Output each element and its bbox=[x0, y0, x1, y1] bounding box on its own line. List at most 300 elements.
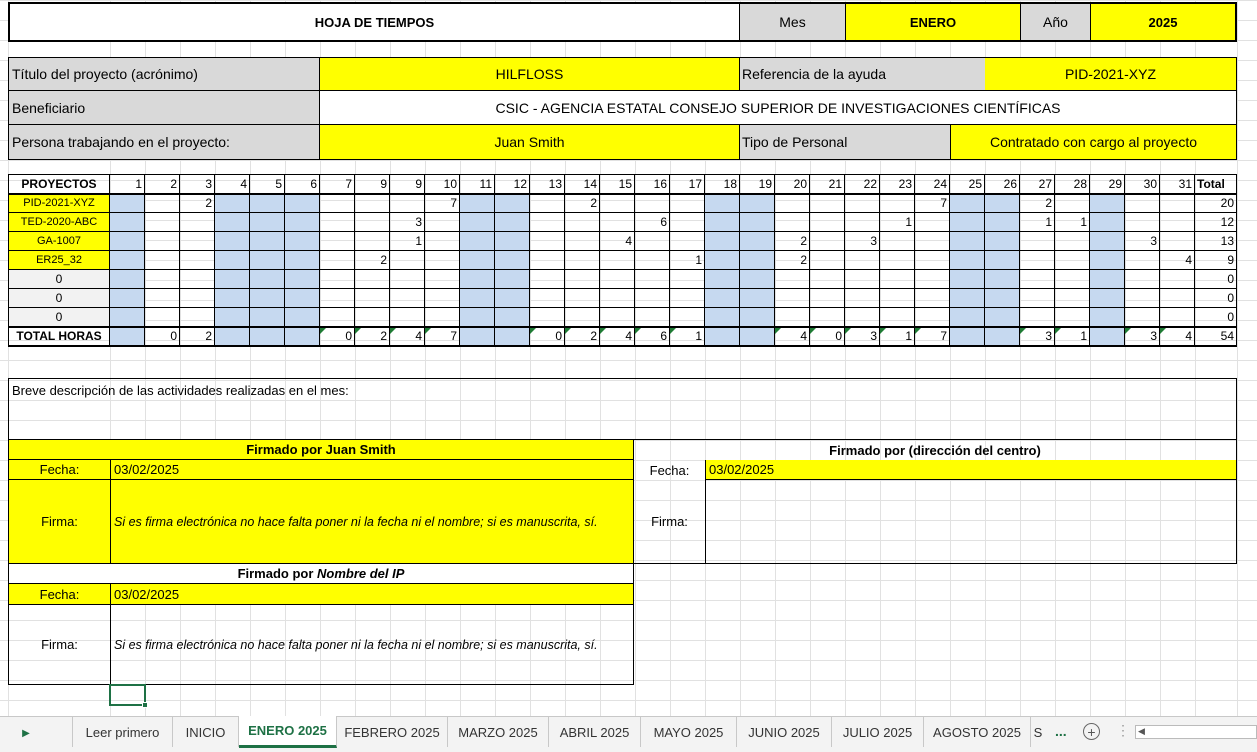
staff-type-label: Tipo de Personal bbox=[739, 125, 950, 159]
hours-cell[interactable]: 2 bbox=[775, 232, 810, 251]
hours-cell[interactable] bbox=[425, 232, 460, 251]
sheet-tab[interactable]: MAYO 2025 bbox=[641, 717, 737, 747]
sheet-tab[interactable]: ABRIL 2025 bbox=[549, 717, 641, 747]
day-header: 26 bbox=[985, 175, 1020, 194]
hours-cell[interactable] bbox=[740, 213, 775, 232]
sheet-tab[interactable]: AGOSTO 2025 bbox=[924, 717, 1031, 747]
hours-cell[interactable] bbox=[915, 289, 950, 308]
hours-cell[interactable] bbox=[495, 289, 530, 308]
hours-cell[interactable] bbox=[460, 213, 495, 232]
hours-cell[interactable]: 4 bbox=[1160, 251, 1195, 270]
hours-cell[interactable] bbox=[1020, 289, 1055, 308]
hours-cell[interactable] bbox=[285, 232, 320, 251]
hours-cell[interactable] bbox=[810, 289, 845, 308]
hours-cell[interactable] bbox=[950, 289, 985, 308]
hours-cell[interactable] bbox=[355, 232, 390, 251]
hours-cell[interactable] bbox=[145, 194, 180, 213]
day-header: 21 bbox=[810, 175, 845, 194]
hours-cell[interactable] bbox=[635, 232, 670, 251]
sheet-tab[interactable]: Leer primero bbox=[72, 717, 173, 747]
hours-cell[interactable] bbox=[985, 289, 1020, 308]
row-total-cell: 12 bbox=[1195, 213, 1237, 232]
row-total-cell: 13 bbox=[1195, 232, 1237, 251]
hours-cell[interactable] bbox=[810, 270, 845, 289]
hours-cell[interactable] bbox=[740, 289, 775, 308]
hours-cell[interactable] bbox=[705, 251, 740, 270]
hours-cell[interactable] bbox=[775, 308, 810, 327]
row-total-cell: 0 bbox=[1195, 289, 1237, 308]
hours-cell[interactable]: 6 bbox=[635, 213, 670, 232]
hours-cell[interactable]: 1 bbox=[670, 251, 705, 270]
hours-cell[interactable] bbox=[600, 308, 635, 327]
row-total-cell: 0 bbox=[1195, 308, 1237, 327]
project-row bbox=[9, 251, 1237, 270]
hours-cell[interactable] bbox=[880, 194, 915, 213]
add-sheet-icon[interactable]: + bbox=[1083, 723, 1100, 740]
day-total-cell: 0 bbox=[320, 327, 355, 346]
tab-scroll-right-icon[interactable]: ▶ bbox=[22, 727, 30, 739]
hours-cell[interactable] bbox=[285, 213, 320, 232]
hours-cell[interactable] bbox=[355, 194, 390, 213]
hours-cell[interactable] bbox=[565, 270, 600, 289]
hours-cell[interactable] bbox=[215, 289, 250, 308]
day-total-cell bbox=[740, 327, 775, 346]
ip-sign-label: Firma: bbox=[8, 605, 110, 685]
hours-cell[interactable] bbox=[215, 308, 250, 327]
person-value[interactable]: Juan Smith bbox=[320, 125, 739, 159]
hours-cell[interactable] bbox=[1055, 270, 1090, 289]
sheet-title: HOJA DE TIEMPOS bbox=[314, 14, 435, 30]
sheet-tab[interactable]: ENERO 2025 bbox=[239, 716, 337, 748]
day-header: 2 bbox=[145, 175, 180, 194]
hours-cell[interactable] bbox=[390, 251, 425, 270]
hours-cell[interactable] bbox=[635, 194, 670, 213]
hours-cell[interactable] bbox=[950, 308, 985, 327]
hours-cell[interactable] bbox=[355, 308, 390, 327]
hours-cell[interactable] bbox=[250, 232, 285, 251]
day-total-cell: 2 bbox=[355, 327, 390, 346]
hours-cell[interactable] bbox=[355, 270, 390, 289]
hours-cell[interactable] bbox=[810, 308, 845, 327]
hours-cell[interactable] bbox=[565, 289, 600, 308]
month-value[interactable]: ENERO bbox=[845, 4, 1020, 40]
hours-cell[interactable] bbox=[215, 232, 250, 251]
hours-cell[interactable] bbox=[1125, 194, 1160, 213]
hours-cell[interactable] bbox=[1090, 270, 1125, 289]
hours-cell[interactable] bbox=[845, 270, 880, 289]
day-total-cell: 1 bbox=[1055, 327, 1090, 346]
hours-cell[interactable] bbox=[145, 270, 180, 289]
hours-cell[interactable] bbox=[530, 213, 565, 232]
hours-cell[interactable] bbox=[600, 194, 635, 213]
hours-cell[interactable] bbox=[565, 232, 600, 251]
employee-sign-label: Firma: bbox=[8, 480, 110, 564]
hours-cell[interactable] bbox=[460, 308, 495, 327]
hours-cell[interactable] bbox=[1125, 289, 1160, 308]
day-header: 24 bbox=[915, 175, 950, 194]
hours-cell[interactable] bbox=[320, 289, 355, 308]
hours-cell[interactable]: 7 bbox=[915, 194, 950, 213]
day-header: 23 bbox=[880, 175, 915, 194]
year-value[interactable]: 2025 bbox=[1090, 4, 1235, 40]
hours-cell[interactable] bbox=[880, 289, 915, 308]
hours-cell[interactable] bbox=[250, 251, 285, 270]
more-tabs-button[interactable]: ... bbox=[1055, 723, 1067, 739]
hours-cell[interactable]: 1 bbox=[1055, 213, 1090, 232]
day-total-cell: 6 bbox=[635, 327, 670, 346]
project-title-value[interactable]: HILFLOSS bbox=[320, 58, 739, 91]
hours-cell[interactable] bbox=[495, 308, 530, 327]
hours-cell[interactable] bbox=[320, 308, 355, 327]
hours-cell[interactable] bbox=[600, 289, 635, 308]
hours-cell[interactable] bbox=[530, 308, 565, 327]
hours-cell[interactable] bbox=[600, 251, 635, 270]
hours-cell[interactable] bbox=[530, 251, 565, 270]
hours-cell[interactable] bbox=[670, 213, 705, 232]
hours-cell[interactable] bbox=[600, 270, 635, 289]
hours-cell[interactable]: 4 bbox=[600, 232, 635, 251]
day-header: 11 bbox=[460, 175, 495, 194]
director-date-value[interactable]: 03/02/2025 bbox=[705, 460, 1237, 480]
hours-cell[interactable] bbox=[1090, 251, 1125, 270]
hours-cell[interactable] bbox=[740, 232, 775, 251]
hours-cell[interactable] bbox=[285, 194, 320, 213]
hours-cell[interactable] bbox=[985, 232, 1020, 251]
hours-cell[interactable] bbox=[810, 213, 845, 232]
hours-cell[interactable] bbox=[1055, 251, 1090, 270]
splitter-dots-icon[interactable]: ⋮ bbox=[1116, 722, 1130, 738]
ip-date-label: Fecha: bbox=[8, 584, 110, 605]
hours-cell[interactable] bbox=[635, 251, 670, 270]
hours-cell[interactable] bbox=[810, 194, 845, 213]
hours-cell[interactable] bbox=[1125, 251, 1160, 270]
hours-cell[interactable] bbox=[1055, 308, 1090, 327]
person-label: Persona trabajando en el proyecto: bbox=[9, 125, 320, 159]
hours-cell[interactable] bbox=[705, 213, 740, 232]
hours-cell[interactable] bbox=[705, 289, 740, 308]
hours-cell[interactable] bbox=[180, 308, 215, 327]
hours-cell[interactable] bbox=[145, 289, 180, 308]
hours-cell[interactable] bbox=[1160, 232, 1195, 251]
hours-cell[interactable] bbox=[880, 251, 915, 270]
hours-cell[interactable] bbox=[705, 308, 740, 327]
hours-cell[interactable] bbox=[495, 194, 530, 213]
hours-cell[interactable]: 2 bbox=[355, 251, 390, 270]
project-name-cell[interactable]: 0 bbox=[9, 308, 110, 327]
hours-cell[interactable] bbox=[425, 308, 460, 327]
day-header: 30 bbox=[1125, 175, 1160, 194]
hours-cell[interactable] bbox=[915, 251, 950, 270]
hours-cell[interactable] bbox=[110, 194, 145, 213]
hours-cell[interactable] bbox=[530, 289, 565, 308]
hours-cell[interactable]: 1 bbox=[1020, 213, 1055, 232]
hours-cell[interactable] bbox=[460, 194, 495, 213]
hours-cell[interactable] bbox=[705, 232, 740, 251]
hours-cell[interactable] bbox=[110, 251, 145, 270]
hours-cell[interactable] bbox=[1160, 270, 1195, 289]
employee-date-value[interactable]: 03/02/2025 bbox=[110, 460, 634, 480]
project-name-cell[interactable]: PID-2021-XYZ bbox=[9, 194, 110, 213]
hours-cell[interactable] bbox=[460, 289, 495, 308]
hours-cell[interactable] bbox=[180, 251, 215, 270]
selection-handle[interactable] bbox=[142, 702, 148, 708]
hours-cell[interactable] bbox=[1020, 232, 1055, 251]
hours-cell[interactable] bbox=[285, 251, 320, 270]
hours-cell[interactable] bbox=[145, 213, 180, 232]
director-sign-box[interactable] bbox=[705, 480, 1237, 564]
hours-cell[interactable] bbox=[670, 270, 705, 289]
hours-cell[interactable] bbox=[775, 213, 810, 232]
day-header: 3 bbox=[180, 175, 215, 194]
hours-cell[interactable] bbox=[985, 308, 1020, 327]
hours-cell[interactable] bbox=[845, 213, 880, 232]
ip-sign-title-prefix: Firmado por bbox=[237, 566, 318, 581]
year-label: Año bbox=[1020, 4, 1090, 40]
hours-cell[interactable] bbox=[1090, 308, 1125, 327]
project-name-cell[interactable]: ER25_32 bbox=[9, 251, 110, 270]
hours-cell[interactable] bbox=[740, 251, 775, 270]
hours-cell[interactable] bbox=[285, 308, 320, 327]
hours-cell[interactable] bbox=[985, 270, 1020, 289]
selected-cell[interactable] bbox=[109, 684, 146, 706]
hours-cell[interactable] bbox=[215, 194, 250, 213]
project-name-cell[interactable]: 0 bbox=[9, 289, 110, 308]
hours-cell[interactable] bbox=[670, 232, 705, 251]
hours-cell[interactable] bbox=[810, 251, 845, 270]
hours-cell[interactable] bbox=[1055, 289, 1090, 308]
hours-cell[interactable] bbox=[950, 194, 985, 213]
sheet-tab[interactable]: JULIO 2025 bbox=[832, 717, 924, 747]
hours-cell[interactable] bbox=[1090, 232, 1125, 251]
hours-cell[interactable] bbox=[1020, 308, 1055, 327]
hours-cell[interactable] bbox=[495, 232, 530, 251]
row-total-cell: 0 bbox=[1195, 270, 1237, 289]
project-name-cell[interactable]: 0 bbox=[9, 270, 110, 289]
hours-cell[interactable] bbox=[775, 270, 810, 289]
hours-cell[interactable]: 3 bbox=[845, 232, 880, 251]
hours-cell[interactable] bbox=[110, 308, 145, 327]
hours-cell[interactable] bbox=[1125, 270, 1160, 289]
hours-cell[interactable] bbox=[180, 270, 215, 289]
hours-cell[interactable] bbox=[915, 213, 950, 232]
hours-cell[interactable] bbox=[810, 232, 845, 251]
hours-cell[interactable] bbox=[250, 289, 285, 308]
hours-cell[interactable] bbox=[355, 289, 390, 308]
hours-cell[interactable] bbox=[460, 251, 495, 270]
hours-cell[interactable]: 1 bbox=[390, 232, 425, 251]
hours-cell[interactable] bbox=[530, 194, 565, 213]
day-header: 9 bbox=[355, 175, 390, 194]
day-total-cell bbox=[215, 327, 250, 346]
hours-cell[interactable] bbox=[775, 194, 810, 213]
hours-cell[interactable] bbox=[320, 270, 355, 289]
day-header: 9 bbox=[390, 175, 425, 194]
hours-cell[interactable] bbox=[565, 213, 600, 232]
hours-cell[interactable] bbox=[1160, 194, 1195, 213]
hours-cell[interactable] bbox=[495, 270, 530, 289]
project-name-cell[interactable]: GA-1007 bbox=[9, 232, 110, 251]
hours-cell[interactable] bbox=[285, 289, 320, 308]
hours-cell[interactable] bbox=[670, 194, 705, 213]
hours-cell[interactable] bbox=[320, 213, 355, 232]
hours-cell[interactable] bbox=[390, 289, 425, 308]
project-row bbox=[9, 289, 1237, 308]
hours-cell[interactable] bbox=[215, 213, 250, 232]
hours-cell[interactable] bbox=[110, 213, 145, 232]
hours-cell[interactable] bbox=[985, 213, 1020, 232]
hours-cell[interactable] bbox=[845, 308, 880, 327]
day-total-cell bbox=[285, 327, 320, 346]
hours-cell[interactable] bbox=[250, 194, 285, 213]
hours-cell[interactable] bbox=[145, 251, 180, 270]
hours-cell[interactable] bbox=[530, 232, 565, 251]
sheet-tab[interactable]: FEBRERO 2025 bbox=[337, 717, 448, 747]
hours-cell[interactable] bbox=[950, 213, 985, 232]
hours-cell[interactable] bbox=[600, 213, 635, 232]
hours-cell[interactable]: 2 bbox=[565, 194, 600, 213]
hours-cell[interactable] bbox=[1160, 308, 1195, 327]
day-header: 25 bbox=[950, 175, 985, 194]
hours-cell[interactable] bbox=[915, 270, 950, 289]
day-header: 14 bbox=[565, 175, 600, 194]
hours-cell[interactable] bbox=[740, 194, 775, 213]
day-total-cell: 1 bbox=[670, 327, 705, 346]
hours-cell[interactable]: 7 bbox=[425, 194, 460, 213]
hours-cell[interactable] bbox=[1055, 232, 1090, 251]
hours-cell[interactable] bbox=[250, 213, 285, 232]
ip-date-value[interactable]: 03/02/2025 bbox=[110, 584, 634, 605]
hours-cell[interactable] bbox=[215, 270, 250, 289]
hours-cell[interactable] bbox=[880, 308, 915, 327]
hours-cell[interactable] bbox=[1160, 289, 1195, 308]
hours-cell[interactable] bbox=[180, 213, 215, 232]
hours-cell[interactable] bbox=[180, 232, 215, 251]
hours-cell[interactable]: 3 bbox=[1125, 232, 1160, 251]
hours-cell[interactable] bbox=[320, 194, 355, 213]
hours-cell[interactable] bbox=[425, 251, 460, 270]
horizontal-scrollbar[interactable] bbox=[1135, 725, 1257, 739]
hours-cell[interactable] bbox=[425, 289, 460, 308]
hours-cell[interactable] bbox=[740, 270, 775, 289]
hours-cell[interactable] bbox=[320, 232, 355, 251]
hours-cell[interactable]: 2 bbox=[1020, 194, 1055, 213]
hours-cell[interactable] bbox=[950, 270, 985, 289]
day-header: 6 bbox=[285, 175, 320, 194]
hours-cell[interactable] bbox=[145, 308, 180, 327]
hours-cell[interactable] bbox=[915, 232, 950, 251]
hours-cell[interactable] bbox=[250, 270, 285, 289]
hours-cell[interactable] bbox=[1055, 194, 1090, 213]
hours-cell[interactable] bbox=[635, 289, 670, 308]
hours-cell[interactable] bbox=[845, 289, 880, 308]
hours-cell[interactable] bbox=[1090, 289, 1125, 308]
day-total-cell: 3 bbox=[845, 327, 880, 346]
hours-cell[interactable] bbox=[250, 308, 285, 327]
day-header: 5 bbox=[250, 175, 285, 194]
hours-cell[interactable] bbox=[425, 213, 460, 232]
hours-cell[interactable] bbox=[740, 308, 775, 327]
hours-cell[interactable] bbox=[145, 232, 180, 251]
hours-cell[interactable] bbox=[460, 270, 495, 289]
hours-cell[interactable] bbox=[1090, 213, 1125, 232]
hours-cell[interactable] bbox=[320, 251, 355, 270]
hours-cell[interactable] bbox=[495, 213, 530, 232]
beneficiary-value[interactable]: CSIC - AGENCIA ESTATAL CONSEJO SUPERIOR DE INVESTIGACIONES CIENTÍFICAS bbox=[320, 91, 1236, 125]
hours-cell[interactable] bbox=[635, 270, 670, 289]
hours-cell[interactable] bbox=[530, 270, 565, 289]
hours-cell[interactable] bbox=[950, 251, 985, 270]
hours-cell[interactable]: 3 bbox=[390, 213, 425, 232]
staff-type-value[interactable]: Contratado con cargo al proyecto bbox=[950, 125, 1236, 159]
hours-cell[interactable] bbox=[1125, 308, 1160, 327]
hours-cell[interactable] bbox=[390, 270, 425, 289]
description-label: Breve descripción de las actividades realizadas en el mes: bbox=[12, 382, 349, 398]
hours-cell[interactable] bbox=[460, 232, 495, 251]
hours-cell[interactable] bbox=[1125, 213, 1160, 232]
sheet-tab[interactable]: INICIO bbox=[173, 717, 239, 747]
day-total-cell bbox=[495, 327, 530, 346]
day-header: 12 bbox=[495, 175, 530, 194]
employee-sign-note[interactable]: Si es firma electrónica no hace falta poner ni la fecha ni el nombre; si es manuscrita, sí. bbox=[110, 480, 634, 564]
sheet-tab[interactable]: JUNIO 2025 bbox=[737, 717, 832, 747]
hours-cell[interactable] bbox=[1020, 251, 1055, 270]
hours-cell[interactable]: 2 bbox=[775, 251, 810, 270]
project-name-cell[interactable]: TED-2020-ABC bbox=[9, 213, 110, 232]
hours-cell[interactable] bbox=[880, 232, 915, 251]
hours-cell[interactable] bbox=[215, 251, 250, 270]
hours-cell[interactable] bbox=[565, 308, 600, 327]
hours-cell[interactable] bbox=[915, 308, 950, 327]
sheet-tab[interactable]: MARZO 2025 bbox=[448, 717, 549, 747]
hours-cell[interactable] bbox=[390, 308, 425, 327]
hours-cell[interactable] bbox=[670, 308, 705, 327]
hours-cell[interactable] bbox=[355, 213, 390, 232]
hours-cell[interactable] bbox=[110, 232, 145, 251]
hours-cell[interactable] bbox=[1160, 213, 1195, 232]
hours-cell[interactable] bbox=[635, 308, 670, 327]
grant-ref-value[interactable]: PID-2021-XYZ bbox=[985, 58, 1236, 91]
hours-cell[interactable] bbox=[1020, 270, 1055, 289]
sheet-tab-truncated[interactable]: S bbox=[1033, 724, 1043, 740]
hours-cell[interactable] bbox=[670, 289, 705, 308]
day-header: 16 bbox=[635, 175, 670, 194]
hours-cell[interactable] bbox=[705, 194, 740, 213]
hours-cell[interactable] bbox=[705, 270, 740, 289]
hours-cell[interactable] bbox=[950, 232, 985, 251]
hours-cell[interactable] bbox=[110, 289, 145, 308]
scroll-left-icon[interactable]: ◀ bbox=[1138, 726, 1145, 736]
hours-cell[interactable] bbox=[880, 270, 915, 289]
hours-cell[interactable] bbox=[495, 251, 530, 270]
hours-cell[interactable] bbox=[565, 251, 600, 270]
hours-cell[interactable] bbox=[845, 194, 880, 213]
hours-cell[interactable] bbox=[425, 270, 460, 289]
day-total-cell: 0 bbox=[530, 327, 565, 346]
hours-cell[interactable]: 1 bbox=[880, 213, 915, 232]
hours-cell[interactable]: 2 bbox=[180, 194, 215, 213]
hours-cell[interactable] bbox=[985, 194, 1020, 213]
hours-cell[interactable] bbox=[110, 270, 145, 289]
hours-cell[interactable] bbox=[285, 270, 320, 289]
row-total-cell: 20 bbox=[1195, 194, 1237, 213]
hours-cell[interactable] bbox=[985, 251, 1020, 270]
hours-cell[interactable] bbox=[1090, 194, 1125, 213]
hours-cell[interactable] bbox=[775, 289, 810, 308]
hours-cell[interactable] bbox=[845, 251, 880, 270]
hours-cell[interactable] bbox=[180, 289, 215, 308]
ip-sign-note[interactable]: Si es firma electrónica no hace falta poner ni la fecha ni el nombre; si es manuscrita, sí. bbox=[110, 605, 634, 685]
hours-cell[interactable] bbox=[390, 194, 425, 213]
